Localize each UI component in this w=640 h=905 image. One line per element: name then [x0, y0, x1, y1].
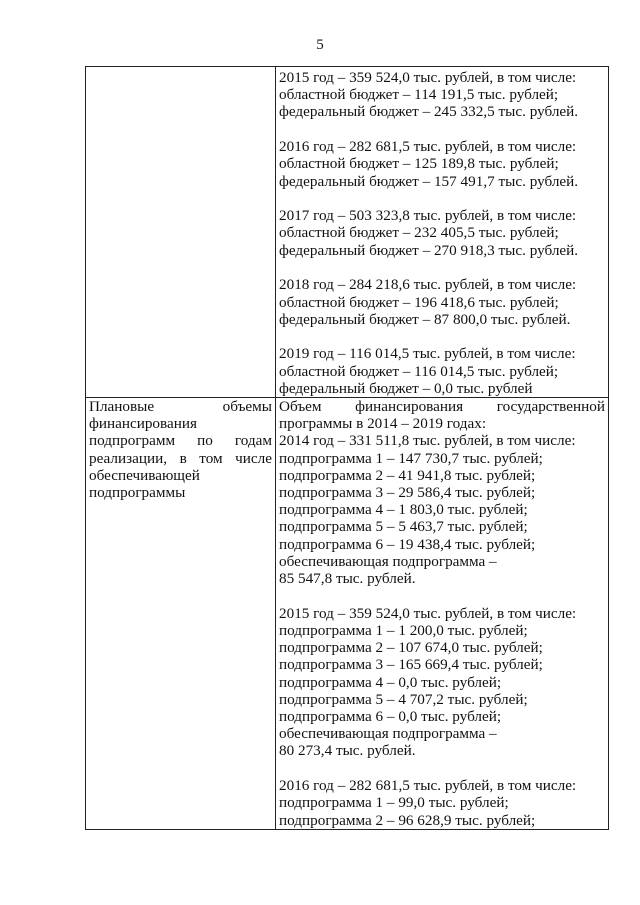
word: в: [179, 449, 187, 467]
text-line: [89, 398, 272, 415]
page-number: 5: [316, 37, 324, 53]
text-line: 2018 год – 284 218,6 тыс. рублей, в том числе:: [279, 276, 577, 294]
text-line: федеральный бюджет – 0,0 тыс. рублей: [279, 379, 533, 397]
year-block-2016: [279, 138, 605, 190]
text-line: обеспечивающая подпрограмма –: [279, 552, 497, 570]
text-line: подпрограмма 6 – 19 438,4 тыс. рублей;: [279, 535, 536, 553]
word: по: [197, 432, 213, 450]
text-line: подпрограммы: [89, 484, 186, 502]
row2-left-cell: [86, 398, 276, 830]
text-line: областной бюджет – 114 191,5 тыс. рублей;: [279, 86, 559, 104]
word: реализации,: [89, 449, 168, 467]
text-line: подпрограмма 1 – 1 200,0 тыс. рублей;: [279, 621, 528, 639]
text-line: федеральный бюджет – 87 800,0 тыс. рублей.: [279, 310, 571, 328]
text-line: [89, 432, 272, 449]
table-row-subprogram-financing: [86, 398, 609, 830]
text-line: областной бюджет – 125 189,8 тыс. рублей;: [279, 155, 559, 173]
text-line: федеральный бюджет – 245 332,5 тыс. рублей.: [279, 103, 579, 121]
spacer: [279, 259, 605, 277]
text-line: обеспечивающей: [89, 466, 200, 484]
text-line: подпрограмма 2 – 96 628,9 тыс. рублей;: [279, 811, 536, 829]
word: Объем: [279, 398, 322, 416]
text-line: федеральный бюджет – 157 491,7 тыс. рублей.: [279, 172, 579, 190]
text-line: подпрограмма 6 – 0,0 тыс. рублей;: [279, 708, 502, 725]
text-line: подпрограмма 3 – 29 586,4 тыс. рублей;: [279, 484, 536, 502]
text-line: [279, 398, 605, 415]
spacer: [279, 328, 605, 346]
year-block-2015-subprograms: [279, 605, 605, 760]
year-block-2017: [279, 207, 605, 259]
table-row-financing-by-year: [86, 67, 609, 398]
text-line: 2015 год – 359 524,0 тыс. рублей, в том числе:: [279, 604, 577, 622]
year-block-2014: [279, 432, 605, 587]
text-line: подпрограмма 2 – 107 674,0 тыс. рублей;: [279, 639, 543, 657]
text-line: 80 273,4 тыс. рублей.: [279, 742, 416, 760]
row2-right-cell: [276, 398, 609, 830]
text-line: 2015 год – 359 524,0 тыс. рублей, в том числе:: [279, 69, 577, 86]
spacer: [279, 760, 605, 778]
text-line: финансирования: [89, 415, 197, 433]
text-line: обеспечивающая подпрограмма –: [279, 725, 497, 743]
text-line: 2014 год – 331 511,8 тыс. рублей, в том числе:: [279, 432, 576, 450]
word: объемы: [222, 398, 272, 416]
text-line: областной бюджет – 196 418,6 тыс. рублей;: [279, 293, 559, 311]
text-line: 2016 год – 282 681,5 тыс. рублей, в том числе:: [279, 138, 577, 156]
spacer: [279, 121, 605, 139]
text-line: 2016 год – 282 681,5 тыс. рублей, в том числе:: [279, 777, 577, 795]
text-line: 85 547,8 тыс. рублей.: [279, 570, 416, 588]
text-line: [89, 450, 272, 467]
row1-right-cell: [276, 67, 609, 398]
text-line: подпрограмма 1 – 147 730,7 тыс. рублей;: [279, 449, 543, 467]
word: годам: [234, 432, 272, 450]
text-line: 2019 год – 116 014,5 тыс. рублей, в том числе:: [279, 345, 576, 363]
year-block-2016-subprograms: [279, 777, 605, 829]
word: подпрограмм: [89, 432, 176, 450]
word: числе: [235, 449, 272, 467]
text-line: подпрограмма 5 – 4 707,2 тыс. рублей;: [279, 690, 528, 708]
year-block-2018: [279, 276, 605, 328]
text-line: подпрограмма 2 – 41 941,8 тыс. рублей;: [279, 466, 536, 484]
word: том: [199, 449, 223, 467]
word: Плановые: [89, 398, 155, 416]
text-line: подпрограмма 3 – 165 669,4 тыс. рублей;: [279, 656, 543, 674]
text-line: областной бюджет – 232 405,5 тыс. рублей;: [279, 224, 559, 242]
text-line: областной бюджет – 116 014,5 тыс. рублей;: [279, 362, 559, 380]
passport-table: [85, 66, 609, 830]
text-line: подпрограмма 1 – 99,0 тыс. рублей;: [279, 794, 509, 812]
text-line: подпрограмма 5 – 5 463,7 тыс. рублей;: [279, 518, 528, 536]
text-line: программы в 2014 – 2019 годах:: [279, 415, 487, 433]
word: финансирования: [355, 398, 464, 416]
text-line: федеральный бюджет – 270 918,3 тыс. рублей.: [279, 241, 579, 259]
text-line: подпрограмма 4 – 1 803,0 тыс. рублей;: [279, 501, 528, 519]
year-block-2015: [279, 69, 605, 121]
year-block-2019: [279, 345, 605, 397]
spacer: [279, 190, 605, 208]
spacer: [279, 587, 605, 605]
row1-left-cell: [86, 67, 276, 398]
text-line: подпрограмма 4 – 0,0 тыс. рублей;: [279, 673, 502, 691]
word: государственной: [496, 398, 605, 416]
text-line: 2017 год – 503 323,8 тыс. рублей, в том числе:: [279, 207, 577, 225]
